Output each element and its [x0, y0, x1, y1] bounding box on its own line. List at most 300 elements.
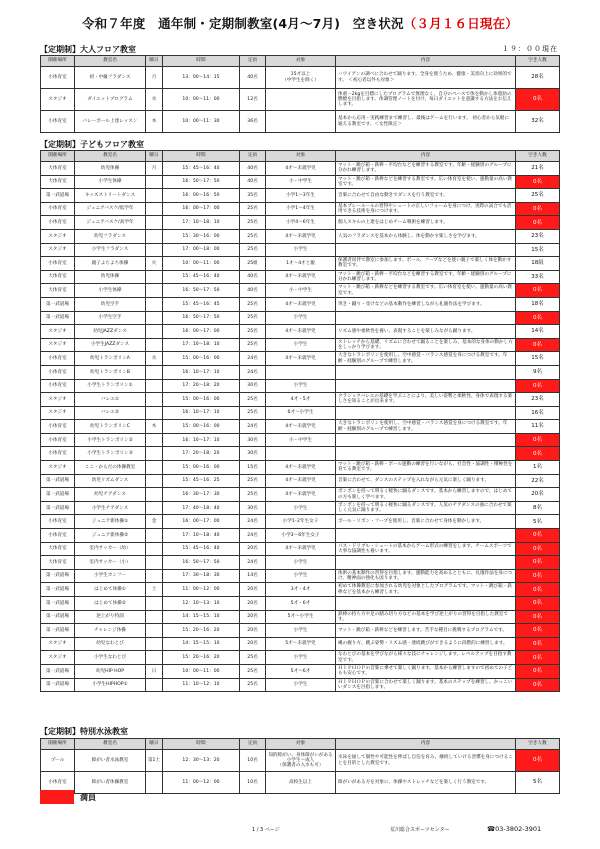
cell-vacancy: 0名 — [516, 637, 560, 651]
cell-content: 大きなトランポリンを使用し、空中感覚・バランス感覚を身につける教室です。年齢・経験別のグループで練習します。 — [336, 420, 516, 434]
cell-day — [146, 243, 163, 257]
cell-time: 10：00～11：00 — [163, 89, 240, 111]
cell-place: 第一武道場 — [41, 474, 75, 488]
cell-day: 水 — [146, 89, 163, 111]
cell-class: 小学生体操 — [75, 284, 146, 298]
table-row — [41, 433, 560, 447]
cell-class: 小学生HIPHOP① — [75, 678, 146, 692]
cell-vacancy: 0名 — [516, 338, 560, 352]
cell-day — [146, 216, 163, 230]
cell-place: 小体育室 — [41, 447, 75, 461]
page-number: 1 / 3 ページ — [252, 827, 280, 833]
cell-vacancy: 20名 — [516, 488, 560, 502]
cell-target: 小学生 — [266, 624, 336, 638]
cell-time: 16：50～17：50 — [163, 311, 240, 325]
cell-vacancy: 0名 — [516, 583, 560, 597]
cell-class: 初・中級フラダンス — [75, 67, 146, 89]
cell-content — [336, 597, 516, 611]
cell-content: 個人スキルの上達をはじめチーム戦術を練習します。 — [336, 216, 516, 230]
cell-class: 幼児空手 — [75, 297, 146, 311]
cell-cap: 25名 — [240, 474, 266, 488]
cell-target: 5才・6才 — [266, 597, 336, 611]
cell-cap: 20名 — [240, 597, 266, 611]
cell-day — [146, 229, 163, 243]
table-row — [41, 447, 560, 461]
cell-day — [146, 447, 163, 461]
cell-content: マット・跳び箱・鉄棒などを練習する教室です。広い体育室を使い、運動量の高い教室です。 — [336, 284, 516, 298]
table-row — [41, 664, 560, 678]
table-row — [41, 297, 560, 311]
cell-cap: 25名 — [240, 651, 266, 665]
kids-floor-table — [40, 150, 560, 692]
cell-class: 逆上がり特訓 — [75, 610, 146, 624]
cell-content: 水泳を通して個性や可能性を伸ばし自信を育み、継続していける習慣を身につけることを目的とした教室です。 — [336, 750, 516, 772]
cell-time: 15：45～16：40 — [163, 162, 240, 176]
table-header-row — [41, 151, 560, 162]
cell-day — [146, 556, 163, 570]
cell-content: マット・跳び箱・鉄棒・平均台などを練習する教室です。年齢・経験別のグループに分かれ練習します。 — [336, 270, 516, 284]
cell-target: 高校生以上 — [266, 772, 336, 794]
cell-class: チャレンジ体操 — [75, 624, 146, 638]
cell-target — [266, 447, 336, 461]
column-header-day: 曜日 — [146, 151, 163, 162]
cell-content: パス・ドリブル・シュートの基本からゲーム形式の練習をします。チームスポーツで大事な協調性も養います。 — [336, 542, 516, 556]
cell-class: 小学生体操 — [75, 175, 146, 189]
table-row — [41, 229, 560, 243]
cell-place: 第一武道場 — [41, 597, 75, 611]
cell-class: ジュニア新体操② — [75, 529, 146, 543]
cell-content: ポンポンを持って明るく軽快に踊るダンスです。基本から練習しますので、はじめての方も楽しく学べます。 — [336, 488, 516, 502]
cell-day: 月 — [146, 67, 163, 89]
cell-vacancy: 0名 — [516, 750, 560, 772]
cell-place: スタジオ — [41, 243, 75, 257]
cell-content: クラシックバレエの基礎を学ぶことにより、美しい姿勢と柔軟性、身体で表現する楽しさを知ることが出来ます。 — [336, 393, 516, 407]
cell-vacancy: 28名 — [516, 67, 560, 89]
cell-content — [336, 556, 516, 570]
cell-time: 16：10～17：10 — [163, 406, 240, 420]
cell-time: 16：30～17：30 — [163, 488, 240, 502]
cell-day: 日 — [146, 664, 163, 678]
cell-cap: 12名 — [240, 89, 266, 111]
cell-day: 木 — [146, 420, 163, 434]
cell-cap: 25名 — [240, 202, 266, 216]
cell-place: 第一武道場 — [41, 569, 75, 583]
cell-content: ハワイアンの調べに合わせて踊ります。全身を使うため、健康・美容向上に効果的です。 ＜初心者以外も対象＞ — [336, 67, 516, 89]
cell-place: スタジオ — [41, 461, 75, 475]
cell-class: 幼児トランポリンC — [75, 420, 146, 434]
cell-place: 大体育室 — [41, 556, 75, 570]
full-legend-swatch — [40, 790, 74, 804]
column-header-place: 開催場所 — [41, 56, 75, 67]
cell-place: 小体育室 — [41, 67, 75, 89]
cell-vacancy: 0名 — [516, 433, 560, 447]
cell-cap: 25名 — [240, 406, 266, 420]
cell-day — [146, 311, 163, 325]
cell-target: 小学生 — [266, 338, 336, 352]
cell-cap: 25名 — [240, 297, 266, 311]
cell-content: ストレッチから基礎、リズムに合わせて踊ることを楽しみ、基本的な身体の動かし方をしっかり学びます。 — [336, 338, 516, 352]
page-title: 令和７年度 通年制・定期制教室(4月～7月) 空き状況（３月１６日現在） — [81, 16, 519, 31]
cell-place: 第一武道場 — [41, 189, 75, 203]
table-row — [41, 750, 560, 772]
cell-class: 小学生トランポリン② — [75, 433, 146, 447]
table-row — [41, 610, 560, 624]
cell-place: 小体育室 — [41, 515, 75, 529]
cell-day — [146, 651, 163, 665]
cell-time: 15：20～16：20 — [163, 651, 240, 665]
table-row — [41, 678, 560, 692]
table-row — [41, 257, 560, 271]
table-row — [41, 624, 560, 638]
cell-place: 小体育室 — [41, 352, 75, 366]
cell-place: 第一武道場 — [41, 610, 75, 624]
column-header-target: 対象 — [266, 56, 336, 67]
cell-target — [266, 111, 336, 133]
column-header-place: 開催場所 — [41, 151, 75, 162]
cell-place: 第一武道場 — [41, 297, 75, 311]
table-row — [41, 111, 560, 133]
table-row — [41, 637, 560, 651]
cell-vacancy: 0名 — [516, 678, 560, 692]
cell-vacancy: 14名 — [516, 325, 560, 339]
cell-class: ジュニアバスケ/低学年 — [75, 202, 146, 216]
cell-content: 音楽に合わせて自由な動きでダンスを行う教室です。 — [336, 189, 516, 203]
cell-cap: 25名 — [240, 243, 266, 257]
cell-class: バレエ② — [75, 406, 146, 420]
cell-time: 15：45～16：45 — [163, 297, 240, 311]
column-header-vacancy: 空き人数 — [516, 151, 560, 162]
cell-content: 人気のフラダンスを基本から体験し、体を動かす楽しさを学びます。 — [336, 229, 516, 243]
table-row — [41, 379, 560, 393]
table-row — [41, 772, 560, 794]
cell-class: 幼児トランポリンA — [75, 352, 146, 366]
cell-time: 15：30～16：00 — [163, 229, 240, 243]
cell-target: 4才～未就学児 — [266, 325, 336, 339]
full-legend-label: 満員 — [80, 793, 96, 802]
cell-cap: 36名 — [240, 111, 266, 133]
cell-target: 小学1･2年生女子 — [266, 515, 336, 529]
table-row — [41, 488, 560, 502]
cell-vacancy: 21名 — [516, 162, 560, 176]
cell-cap: 25名 — [240, 664, 266, 678]
cell-target: 小学生 — [266, 569, 336, 583]
column-header-vacancy: 空き人数 — [516, 739, 560, 750]
cell-place: スタジオ — [41, 89, 75, 111]
cell-time: 16：10～17：10 — [163, 433, 240, 447]
cell-time: 16：00～17：00 — [163, 515, 240, 529]
cell-vacancy: 16名 — [516, 406, 560, 420]
cell-content: 大きなトランポリンを使用し、空中感覚・バランス感覚を身につける教室です。年齢・経験別のグループで練習します。 — [336, 352, 516, 366]
cell-time: 16：50～17：50 — [163, 284, 240, 298]
cell-cap: 25名 — [240, 325, 266, 339]
cell-vacancy: 8名 — [516, 501, 560, 515]
column-header-class: 教室名 — [75, 739, 146, 750]
cell-day — [146, 772, 163, 794]
cell-vacancy: 18組 — [516, 257, 560, 271]
cell-class: はじめて体操① — [75, 583, 146, 597]
cell-vacancy: 23名 — [516, 229, 560, 243]
cell-place: 小体育室 — [41, 379, 75, 393]
cell-target: 5才～6才 — [266, 664, 336, 678]
cell-content: マット・跳び箱・鉄棒などを練習します。苦手な種目に挑戦するプログラムです。 — [336, 624, 516, 638]
section-title: 【定期制】特別水泳教室 — [40, 727, 128, 736]
table-row — [41, 325, 560, 339]
cell-day — [146, 501, 163, 515]
table-row — [41, 597, 560, 611]
cell-vacancy: 0名 — [516, 569, 560, 583]
cell-place: スタジオ — [41, 393, 75, 407]
cell-class: 小学生フラダンス — [75, 243, 146, 257]
column-header-cap: 定員 — [240, 151, 266, 162]
cell-content: 保護者同伴で教室に参加します。ボール、フープなどを使い親子で楽しく体を動かす教室です。 — [336, 257, 516, 271]
cell-class: 小学生トランポリン① — [75, 379, 146, 393]
cell-place: スタジオ — [41, 637, 75, 651]
cell-time: 12：30～13：20 — [163, 750, 240, 772]
cell-place: 小体育室 — [41, 433, 75, 447]
cell-cap: 40名 — [240, 270, 266, 284]
cell-day: 月 — [146, 162, 163, 176]
cell-cap: 14名 — [240, 569, 266, 583]
cell-target: 1才～4才と親 — [266, 257, 336, 271]
cell-vacancy: 15名 — [516, 243, 560, 257]
cell-class: 幼児リズムダンス — [75, 474, 146, 488]
cell-vacancy: 0名 — [516, 311, 560, 325]
cell-time: 16：50～17：50 — [163, 556, 240, 570]
column-header-place: 開催場所 — [41, 739, 75, 750]
cell-vacancy: 5名 — [516, 515, 560, 529]
cell-day — [146, 325, 163, 339]
cell-time: 16：00～16：50 — [163, 189, 240, 203]
cell-class: 幼児HIP HOP — [75, 664, 146, 678]
table-row — [41, 352, 560, 366]
cell-time: 17：10～18：40 — [163, 529, 240, 543]
cell-day — [146, 284, 163, 298]
cell-day — [146, 202, 163, 216]
cell-target: 4才～未就学児 — [266, 474, 336, 488]
cell-target: 4才～未就学児 — [266, 488, 336, 502]
table-row — [41, 651, 560, 665]
cell-target: 4才～未就学児 — [266, 352, 336, 366]
cell-place: 大体育室 — [41, 162, 75, 176]
cell-cap: 10名 — [240, 750, 266, 772]
table-row — [41, 67, 560, 89]
cell-cap: 40名 — [240, 67, 266, 89]
cell-cap: 20名 — [240, 624, 266, 638]
cell-day — [146, 379, 163, 393]
cell-day — [146, 175, 163, 189]
cell-time: 15：45～16：40 — [163, 542, 240, 556]
cell-time: 15：00～16：00 — [163, 393, 240, 407]
cell-vacancy: 0名 — [516, 447, 560, 461]
cell-class: 幼児フラダンス — [75, 229, 146, 243]
cell-cap: 24名 — [240, 420, 266, 434]
cell-day — [146, 365, 163, 379]
cell-cap: 40名 — [240, 162, 266, 176]
cell-vacancy: 9名 — [516, 365, 560, 379]
cell-target: 小学生 — [266, 379, 336, 393]
cell-content: 障がいがある方を対象に、体操やストレッチなどを楽しく行う教室です。 — [336, 772, 516, 794]
cell-cap: 20名 — [240, 610, 266, 624]
cell-time: 15：00～16：00 — [163, 461, 240, 475]
cell-cap: 25名 — [240, 311, 266, 325]
cell-content — [336, 243, 516, 257]
cell-target: 3才・4才 — [266, 583, 336, 597]
column-header-day: 曜日 — [146, 739, 163, 750]
cell-content — [336, 529, 516, 543]
column-header-time: 時間 — [163, 56, 240, 67]
cell-cap: 20名 — [240, 583, 266, 597]
cell-vacancy: 0名 — [516, 542, 560, 556]
as-of-time: １９：００現在 — [502, 45, 558, 53]
cell-class: 幼児体操 — [75, 270, 146, 284]
cell-day — [146, 569, 163, 583]
column-header-content: 内容 — [336, 151, 516, 162]
cell-vacancy: 22名 — [516, 474, 560, 488]
cell-day: 木 — [146, 111, 163, 133]
cell-class: 小学生カンフー — [75, 569, 146, 583]
cell-cap: 24名 — [240, 352, 266, 366]
cell-time: 10：00～11：00 — [163, 257, 240, 271]
cell-content: 基本プレールールの習得やシュートの正しいフォームを身につけ、実際の試合でも活用できる技術を身につけます。 — [336, 202, 516, 216]
column-header-day: 曜日 — [146, 56, 163, 67]
cell-place: 第一武道場 — [41, 501, 75, 515]
cell-cap: 30名 — [240, 501, 266, 515]
cell-target: 5才～小学生 — [266, 610, 336, 624]
column-header-target: 対象 — [266, 151, 336, 162]
cell-target: 4才～未就学児 — [266, 420, 336, 434]
cell-class: 小学生空手 — [75, 311, 146, 325]
cell-vacancy: 0名 — [516, 610, 560, 624]
cell-content — [336, 311, 516, 325]
cell-time: 10：00～11：00 — [163, 664, 240, 678]
table-row — [41, 542, 560, 556]
table-row — [41, 365, 560, 379]
cell-target — [266, 365, 336, 379]
cell-class: 室内サッカー（幼） — [75, 542, 146, 556]
cell-cap: 20名 — [240, 637, 266, 651]
cell-day — [146, 189, 163, 203]
cell-vacancy: 0名 — [516, 556, 560, 570]
cell-content: 体重－2kgを目標にしたプログラムで無理なく、自分のペースで体を動かし体脂肪の燃焼を目指します。体調管理ノートを付け、毎日ダイエットを意識する方法をお伝えします。 — [336, 89, 516, 111]
cell-place: スタジオ — [41, 406, 75, 420]
cell-day — [146, 488, 163, 502]
cell-place: 第一武道場 — [41, 664, 75, 678]
cell-day — [146, 297, 163, 311]
cell-cap: 35名 — [240, 189, 266, 203]
cell-time: 17：10～18：10 — [163, 216, 240, 230]
cell-time: 11：10～12：10 — [163, 678, 240, 692]
cell-class: 室内サッカー（小） — [75, 556, 146, 570]
cell-target: 小学4～6年生 — [266, 216, 336, 230]
cell-cap: 24名 — [240, 365, 266, 379]
cell-time: 16：00～17：00 — [163, 325, 240, 339]
cell-target: 4才～未就学児 — [266, 542, 336, 556]
table-row — [41, 556, 560, 570]
cell-day — [146, 637, 163, 651]
cell-target — [266, 89, 336, 111]
cell-cap: 10名 — [240, 772, 266, 794]
cell-day: 金 — [146, 515, 163, 529]
cell-cap: 25名 — [240, 229, 266, 243]
cell-day — [146, 461, 163, 475]
cell-content: 体術の基本動作の習得を目指します。運動能力を高めるとともに、礼儀作法を身につけ、精神面の強化も図ります。 — [336, 569, 516, 583]
cell-vacancy: 15名 — [516, 352, 560, 366]
cell-vacancy: 0名 — [516, 284, 560, 298]
cell-day — [146, 406, 163, 420]
cell-class: バレーボール上達レッスン — [75, 111, 146, 133]
table-header-row — [41, 56, 560, 67]
cell-day — [146, 393, 163, 407]
table-row — [41, 583, 560, 597]
table-row — [41, 338, 560, 352]
cell-time: 11：00～12：00 — [163, 772, 240, 794]
column-header-class: 教室名 — [75, 151, 146, 162]
cell-content: 初めて体操教室に参加される幼児を対象としたプログラムです。マット・跳び箱・鉄棒などを基本から練習します。 — [336, 583, 516, 597]
cell-time: 17：00～18：00 — [163, 243, 240, 257]
cell-content: マット・跳び箱・鉄棒・平均台などを練習する教室です。年齢・経験別のグループに分かれ練習します。 — [336, 162, 516, 176]
cell-cap: 20名 — [240, 542, 266, 556]
cell-day — [146, 529, 163, 543]
cell-target: 小学生 — [266, 651, 336, 665]
cell-class: 障がい者体操教室 — [75, 772, 146, 794]
cell-vacancy: 0名 — [516, 175, 560, 189]
cell-place: 小体育室 — [41, 202, 75, 216]
cell-target: 4才・5才 — [266, 393, 336, 407]
cell-time: 12：10～13：10 — [163, 597, 240, 611]
cell-cap: 25名 — [240, 393, 266, 407]
cell-target: 小学1～3年生 — [266, 189, 336, 203]
cell-class: キッズストリートダンス — [75, 189, 146, 203]
cell-cap: 25名 — [240, 678, 266, 692]
cell-place: スタジオ — [41, 651, 75, 665]
cell-class: ジュニア新体操① — [75, 515, 146, 529]
cell-day — [146, 474, 163, 488]
cell-vacancy: 0名 — [516, 597, 560, 611]
cell-target: 15才以上 （中学生を除く） — [266, 67, 336, 89]
cell-content — [336, 379, 516, 393]
cell-cap: 24名 — [240, 556, 266, 570]
cell-vacancy: 0名 — [516, 529, 560, 543]
center-name: 荒川総合スポーツセンター — [390, 827, 450, 833]
cell-vacancy: 5名 — [516, 772, 560, 794]
cell-target: 小学生 — [266, 678, 336, 692]
cell-place: 小体育室 — [41, 111, 75, 133]
table-row — [41, 393, 560, 407]
cell-vacancy: 1名 — [516, 461, 560, 475]
cell-time: 13：00～14：15 — [163, 67, 240, 89]
phone-number: ☎03-3802-3901 — [487, 825, 542, 833]
cell-cap: 30名 — [240, 433, 266, 447]
table-row — [41, 284, 560, 298]
cell-place: 大体育室 — [41, 175, 75, 189]
table-row — [41, 189, 560, 203]
cell-time: 16：50～17：50 — [163, 175, 240, 189]
cell-target: 4才～未就学児 — [266, 461, 336, 475]
cell-class: 幼児体操 — [75, 162, 146, 176]
cell-content: 突き・蹴り・受けなどの基本動作を練習しながら礼儀作法を学びます。 — [336, 297, 516, 311]
table-row — [41, 515, 560, 529]
cell-vacancy: 11名 — [516, 420, 560, 434]
cell-class: 小学生なわとび — [75, 651, 146, 665]
column-header-content: 内容 — [336, 56, 516, 67]
cell-vacancy: 0名 — [516, 89, 560, 111]
cell-place: スタジオ — [41, 229, 75, 243]
cell-day — [146, 610, 163, 624]
table-row — [41, 529, 560, 543]
cell-class: ここ・からだの体操教室 — [75, 461, 146, 475]
cell-target: 知的障がい、身体障がいがある小学生～成人 （保護者の入水も可） — [266, 750, 336, 772]
cell-content: なわとびの基本を学びながら様々な技にチャレンジします。レベルアップを目指す教室です。 — [336, 651, 516, 665]
